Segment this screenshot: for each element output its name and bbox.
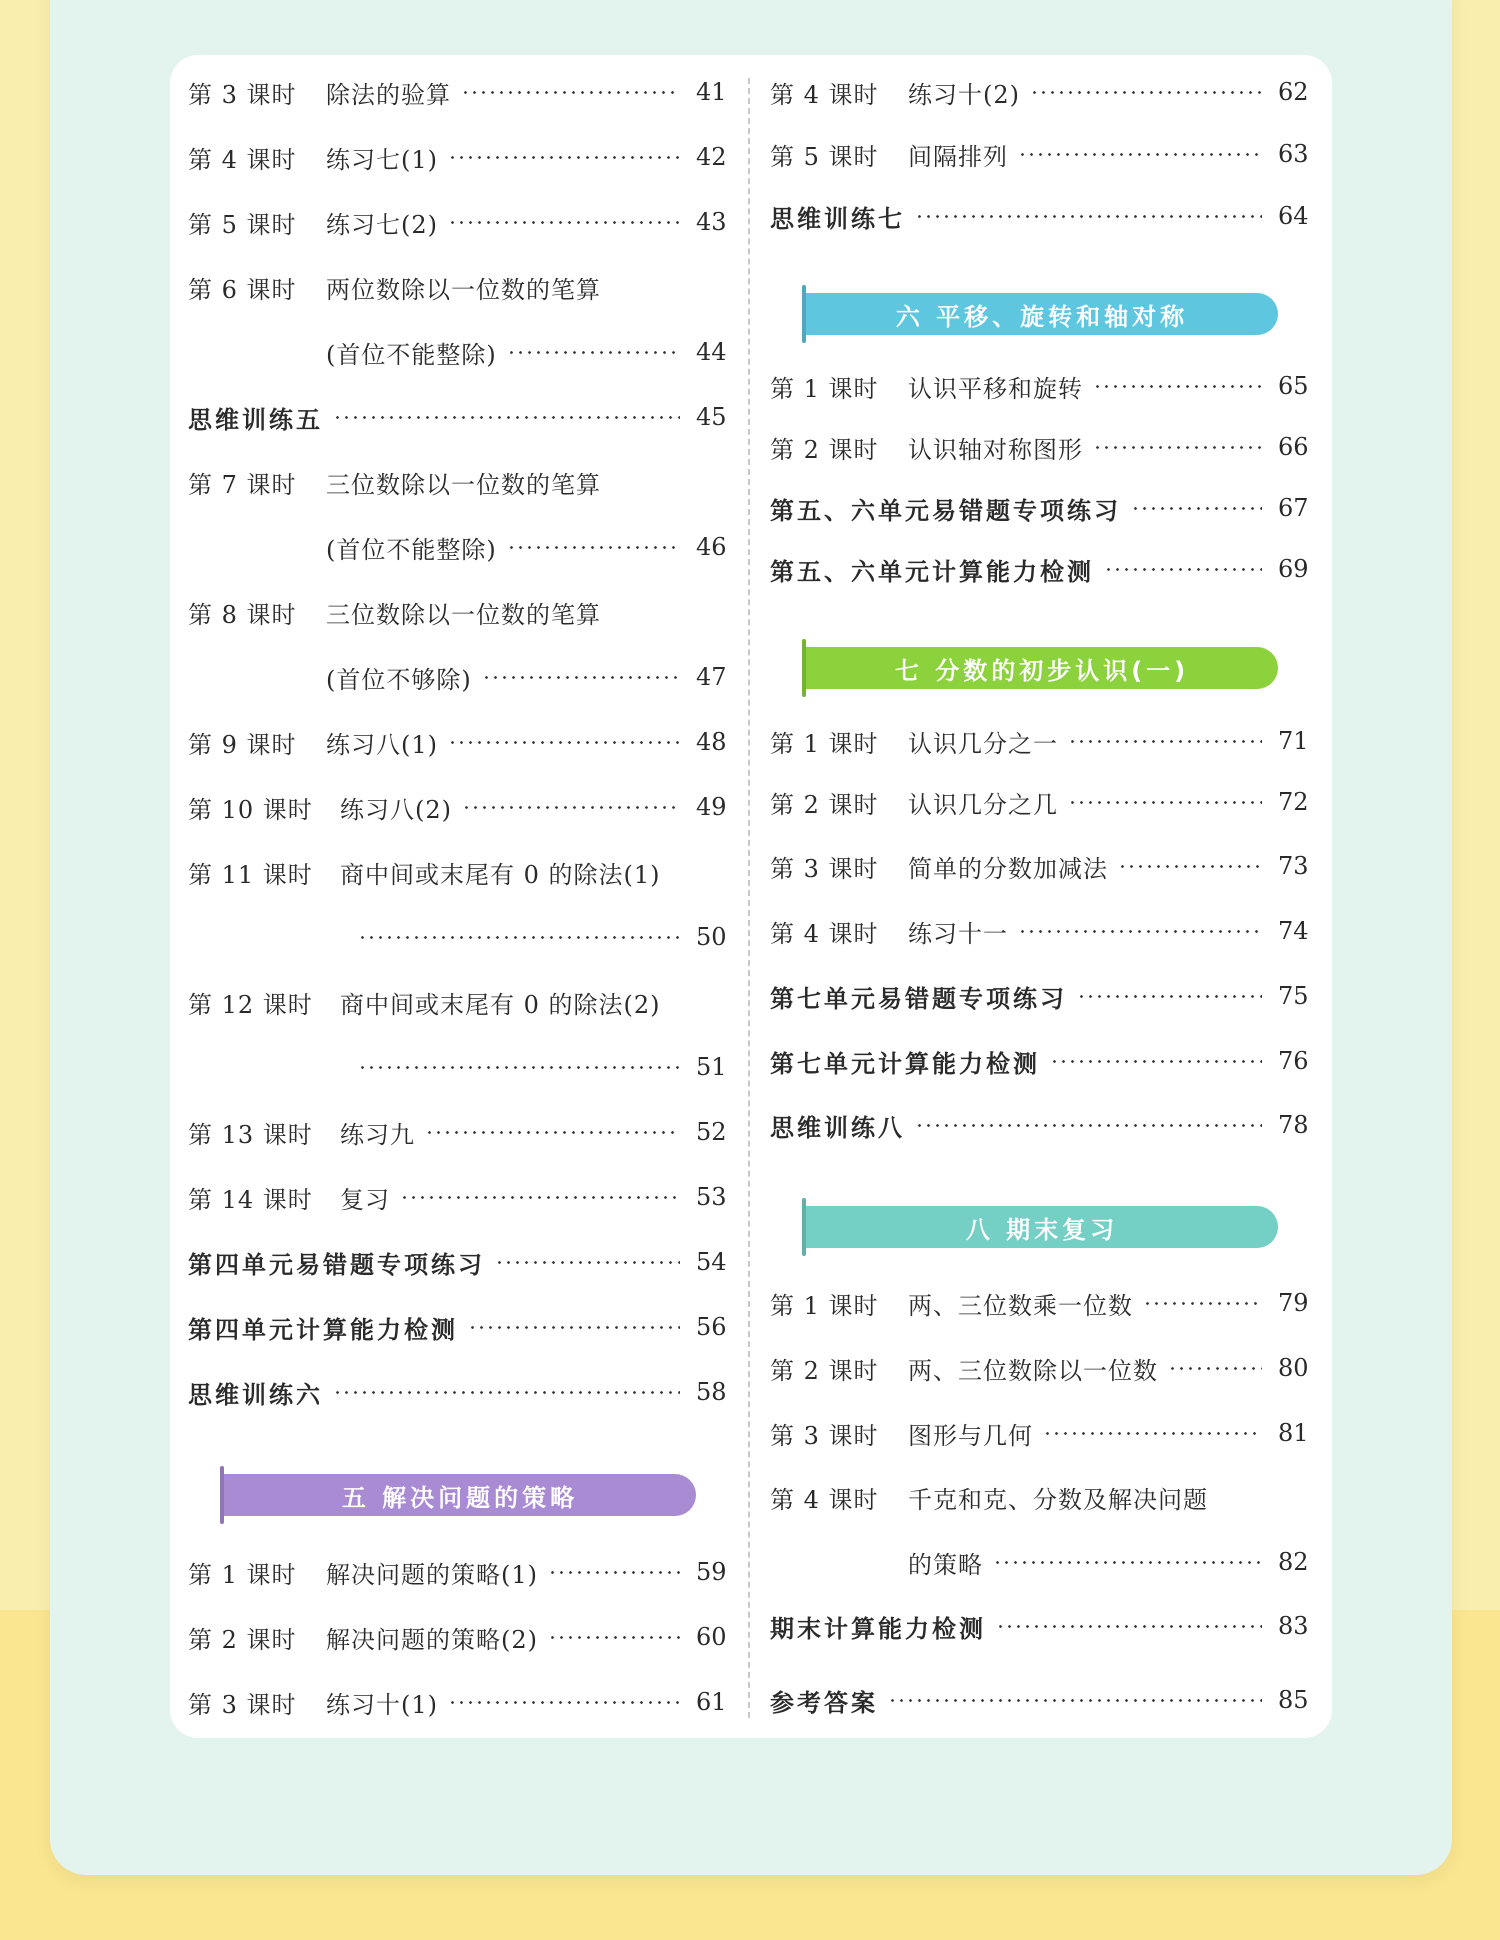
entry-title: 商中间或末尾有 0 的除法(1) <box>340 860 661 889</box>
entry-title: 思维训练七 <box>770 204 905 233</box>
page-number: 63 <box>1278 140 1309 168</box>
lesson-number: 第 2 课时 <box>770 435 879 464</box>
toc-entry[interactable] <box>188 1177 726 1217</box>
unit-seven-banner[interactable]: 七 分数的初步认识(一) <box>806 647 1278 689</box>
entry-title: 商中间或末尾有 0 的除法(2) <box>340 990 661 1019</box>
lesson-number: 第 3 课时 <box>770 854 879 883</box>
toc-entry[interactable] <box>188 787 726 827</box>
page-number: 78 <box>1278 1111 1309 1139</box>
page-number: 66 <box>1278 433 1309 461</box>
toc-entry-section[interactable] <box>770 1606 1308 1646</box>
toc-entry[interactable] <box>770 1283 1308 1323</box>
page-number: 42 <box>696 143 727 171</box>
page-number: 83 <box>1278 1612 1309 1640</box>
entry-title: 简单的分数加减法 <box>908 854 1108 883</box>
lesson-number: 第 4 课时 <box>770 80 879 109</box>
leader-dots <box>1043 1432 1262 1435</box>
lesson-number: 第 6 课时 <box>188 275 297 304</box>
page-number: 51 <box>696 1053 727 1081</box>
leader-dots <box>495 1261 680 1264</box>
entry-title: 复习 <box>340 1185 390 1214</box>
entry-title: 练习七(2) <box>326 210 438 239</box>
entry-title: 间隔排列 <box>908 142 1008 171</box>
unit-six-banner[interactable]: 六 平移、旋转和轴对称 <box>806 293 1278 335</box>
leader-dots <box>548 1636 680 1639</box>
entry-title: 两位数除以一位数的笔算 <box>326 275 601 304</box>
entry-title: 期末计算能力检测 <box>770 1614 986 1643</box>
page-number: 74 <box>1278 917 1309 945</box>
entry-title: 练习八(2) <box>340 795 452 824</box>
leader-dots <box>507 351 680 354</box>
toc-entry-section[interactable] <box>770 1680 1308 1720</box>
entry-title: 的策略 <box>908 1550 983 1579</box>
toc-entry[interactable] <box>188 1617 726 1657</box>
toc-entry[interactable] <box>770 721 1308 761</box>
toc-entry[interactable] <box>770 782 1308 822</box>
page-number: 71 <box>1278 727 1309 755</box>
leader-dots <box>1143 1302 1262 1305</box>
lesson-number: 第 2 课时 <box>188 1625 297 1654</box>
entry-title: 练习九 <box>340 1120 415 1149</box>
entry-title: 第四单元易错题专项练习 <box>188 1250 485 1279</box>
entry-title: 认识几分之一 <box>908 729 1058 758</box>
toc-entry[interactable] <box>770 911 1308 951</box>
entry-title: 练习八(1) <box>326 730 438 759</box>
toc-entry[interactable] <box>188 462 726 502</box>
lesson-number: 第 1 课时 <box>770 1291 879 1320</box>
leader-dots <box>1168 1367 1262 1370</box>
toc-entry[interactable] <box>770 366 1308 406</box>
lesson-number: 第 1 课时 <box>770 729 879 758</box>
toc-entry[interactable] <box>770 427 1308 467</box>
toc-entry[interactable] <box>188 1682 726 1722</box>
page-number: 81 <box>1278 1419 1309 1447</box>
lesson-number: 第 4 课时 <box>770 1485 879 1514</box>
toc-entry[interactable] <box>188 72 726 112</box>
entry-title: 练习七(1) <box>326 145 438 174</box>
page-number: 50 <box>696 923 727 951</box>
toc-entry[interactable] <box>770 1348 1308 1388</box>
lesson-number: 第 4 课时 <box>188 145 297 174</box>
lesson-number: 第 1 课时 <box>770 374 879 403</box>
lesson-number: 第 9 课时 <box>188 730 297 759</box>
leader-dots <box>333 1391 680 1394</box>
page-number: 49 <box>696 793 727 821</box>
toc-entry-section[interactable] <box>770 1041 1308 1081</box>
page-number: 56 <box>696 1313 727 1341</box>
entry-title: 解决问题的策略(1) <box>326 1560 538 1589</box>
entry-title: 第七单元易错题专项练习 <box>770 984 1067 1013</box>
lesson-number: 第 12 课时 <box>188 990 313 1019</box>
leader-dots <box>507 546 680 549</box>
entry-title: 图形与几何 <box>908 1421 1033 1450</box>
leader-dots <box>461 91 680 94</box>
lesson-number: 第 10 课时 <box>188 795 313 824</box>
leader-dots <box>996 1625 1262 1628</box>
entry-title: 认识几分之几 <box>908 790 1058 819</box>
entry-title: 认识平移和旋转 <box>908 374 1083 403</box>
column-divider <box>748 78 750 1718</box>
page-number: 52 <box>696 1118 727 1146</box>
leader-dots <box>1068 801 1262 804</box>
page-number: 47 <box>696 663 727 691</box>
toc-entry-section[interactable] <box>188 397 726 437</box>
toc-entry[interactable] <box>770 72 1308 112</box>
leader-dots <box>915 215 1262 218</box>
leader-dots <box>400 1196 680 1199</box>
entry-title: 思维训练五 <box>188 405 323 434</box>
page-number: 46 <box>696 533 727 561</box>
toc-entry[interactable] <box>770 1413 1308 1453</box>
page-number: 69 <box>1278 555 1309 583</box>
toc-entry-continued[interactable] <box>188 917 726 957</box>
page-number: 73 <box>1278 852 1309 880</box>
page-number: 54 <box>696 1248 727 1276</box>
entry-title: 第七单元计算能力检测 <box>770 1049 1040 1078</box>
entry-title: 千克和克、分数及解决问题 <box>908 1485 1208 1514</box>
leader-dots <box>888 1699 1262 1702</box>
page-number: 61 <box>696 1688 727 1716</box>
lesson-number: 第 8 课时 <box>188 600 297 629</box>
lesson-number: 第 14 课时 <box>188 1185 313 1214</box>
page-number: 58 <box>696 1378 727 1406</box>
lesson-number: 第 3 课时 <box>770 1421 879 1450</box>
toc-entry-section[interactable] <box>770 976 1308 1016</box>
leader-dots <box>448 221 680 224</box>
lesson-number: 第 1 课时 <box>188 1560 297 1589</box>
toc-entry-continued[interactable] <box>188 527 726 567</box>
toc-entry[interactable] <box>188 267 726 307</box>
entry-title: 第四单元计算能力检测 <box>188 1315 458 1344</box>
leader-dots <box>462 806 680 809</box>
leader-dots <box>1050 1060 1262 1063</box>
entry-title: 三位数除以一位数的笔算 <box>326 470 601 499</box>
leader-dots <box>358 936 680 939</box>
leader-dots <box>448 1701 680 1704</box>
entry-title: 练习十一 <box>908 919 1008 948</box>
toc-entry-section[interactable] <box>770 488 1308 528</box>
toc-entry-continued[interactable] <box>188 1047 726 1087</box>
leader-dots <box>1131 507 1262 510</box>
leader-dots <box>1093 385 1262 388</box>
lesson-number: 第 5 课时 <box>188 210 297 239</box>
leader-dots <box>482 676 680 679</box>
page-number: 67 <box>1278 494 1309 522</box>
leader-dots <box>1018 930 1262 933</box>
page-number: 82 <box>1278 1548 1309 1576</box>
toc-entry-section[interactable] <box>770 549 1308 589</box>
lesson-number: 第 4 课时 <box>770 919 879 948</box>
leader-dots <box>915 1124 1262 1127</box>
entry-title: 第五、六单元计算能力检测 <box>770 557 1094 586</box>
leader-dots <box>548 1571 680 1574</box>
entry-title: 两、三位数除以一位数 <box>908 1356 1158 1385</box>
lesson-number: 第 7 课时 <box>188 470 297 499</box>
leader-dots <box>425 1131 680 1134</box>
entry-title: 第五、六单元易错题专项练习 <box>770 496 1121 525</box>
leader-dots <box>1093 446 1262 449</box>
toc-entry[interactable] <box>188 1112 726 1152</box>
toc-entry[interactable] <box>188 852 726 892</box>
leader-dots <box>1104 568 1262 571</box>
leader-dots <box>358 1066 680 1069</box>
leader-dots <box>1068 740 1262 743</box>
page-number: 43 <box>696 208 727 236</box>
entry-title: 参考答案 <box>770 1688 878 1717</box>
page-number: 44 <box>696 338 727 366</box>
entry-title: 解决问题的策略(2) <box>326 1625 538 1654</box>
toc-entry[interactable] <box>770 134 1308 174</box>
entry-title: 三位数除以一位数的笔算 <box>326 600 601 629</box>
page-number: 80 <box>1278 1354 1309 1382</box>
leader-dots <box>1077 995 1262 998</box>
lesson-number: 第 13 课时 <box>188 1120 313 1149</box>
page-number: 62 <box>1278 78 1309 106</box>
leader-dots <box>993 1561 1262 1564</box>
entry-title: 除法的验算 <box>326 80 451 109</box>
page-number: 45 <box>696 403 727 431</box>
entry-title: 练习十(1) <box>326 1690 438 1719</box>
toc-entry[interactable] <box>188 982 726 1022</box>
toc-entry[interactable] <box>770 846 1308 886</box>
toc-entry-section[interactable] <box>770 196 1308 236</box>
entry-title: 认识轴对称图形 <box>908 435 1083 464</box>
page-number: 59 <box>696 1558 727 1586</box>
entry-title: 练习十(2) <box>908 80 1020 109</box>
entry-title: 思维训练八 <box>770 1113 905 1142</box>
toc-entry-section[interactable] <box>188 1372 726 1412</box>
page-number: 48 <box>696 728 727 756</box>
toc-entry[interactable] <box>188 1552 726 1592</box>
page-number: 41 <box>696 78 727 106</box>
unit-five-banner[interactable]: 五 解决问题的策略 <box>224 1474 696 1516</box>
entry-title: 两、三位数乘一位数 <box>908 1291 1133 1320</box>
page-number: 64 <box>1278 202 1309 230</box>
toc-entry[interactable] <box>188 137 726 177</box>
leader-dots <box>333 416 680 419</box>
page-number: 76 <box>1278 1047 1309 1075</box>
toc-entry-continued[interactable] <box>770 1542 1308 1582</box>
page-number: 60 <box>696 1623 727 1651</box>
lesson-number: 第 2 课时 <box>770 1356 879 1385</box>
entry-title: 思维训练六 <box>188 1380 323 1409</box>
lesson-number: 第 2 课时 <box>770 790 879 819</box>
unit-eight-banner[interactable]: 八 期末复习 <box>806 1206 1278 1248</box>
lesson-number: 第 3 课时 <box>188 80 297 109</box>
toc-entry-section[interactable] <box>770 1105 1308 1145</box>
toc-entry[interactable] <box>188 592 726 632</box>
lesson-number: 第 3 课时 <box>188 1690 297 1719</box>
toc-entry-continued[interactable] <box>188 332 726 372</box>
page-number: 79 <box>1278 1289 1309 1317</box>
toc-entry-continued[interactable] <box>188 657 726 697</box>
toc-entry-section[interactable] <box>188 1307 726 1347</box>
page-number: 53 <box>696 1183 727 1211</box>
leader-dots <box>1118 865 1262 868</box>
lesson-number: 第 11 课时 <box>188 860 313 889</box>
leader-dots <box>1018 153 1262 156</box>
leader-dots <box>1030 91 1262 94</box>
leader-dots <box>448 741 680 744</box>
toc-entry[interactable] <box>188 202 726 242</box>
entry-title: (首位不够除) <box>326 665 472 694</box>
leader-dots <box>448 156 680 159</box>
entry-title: (首位不能整除) <box>326 340 497 369</box>
page-number: 65 <box>1278 372 1309 400</box>
lesson-number: 第 5 课时 <box>770 142 879 171</box>
entry-title: (首位不能整除) <box>326 535 497 564</box>
toc-entry[interactable] <box>770 1477 1308 1517</box>
page-number: 72 <box>1278 788 1309 816</box>
leader-dots <box>468 1326 680 1329</box>
page-number: 75 <box>1278 982 1309 1010</box>
page-number: 85 <box>1278 1686 1309 1714</box>
toc-entry[interactable] <box>188 722 726 762</box>
toc-entry-section[interactable] <box>188 1242 726 1282</box>
